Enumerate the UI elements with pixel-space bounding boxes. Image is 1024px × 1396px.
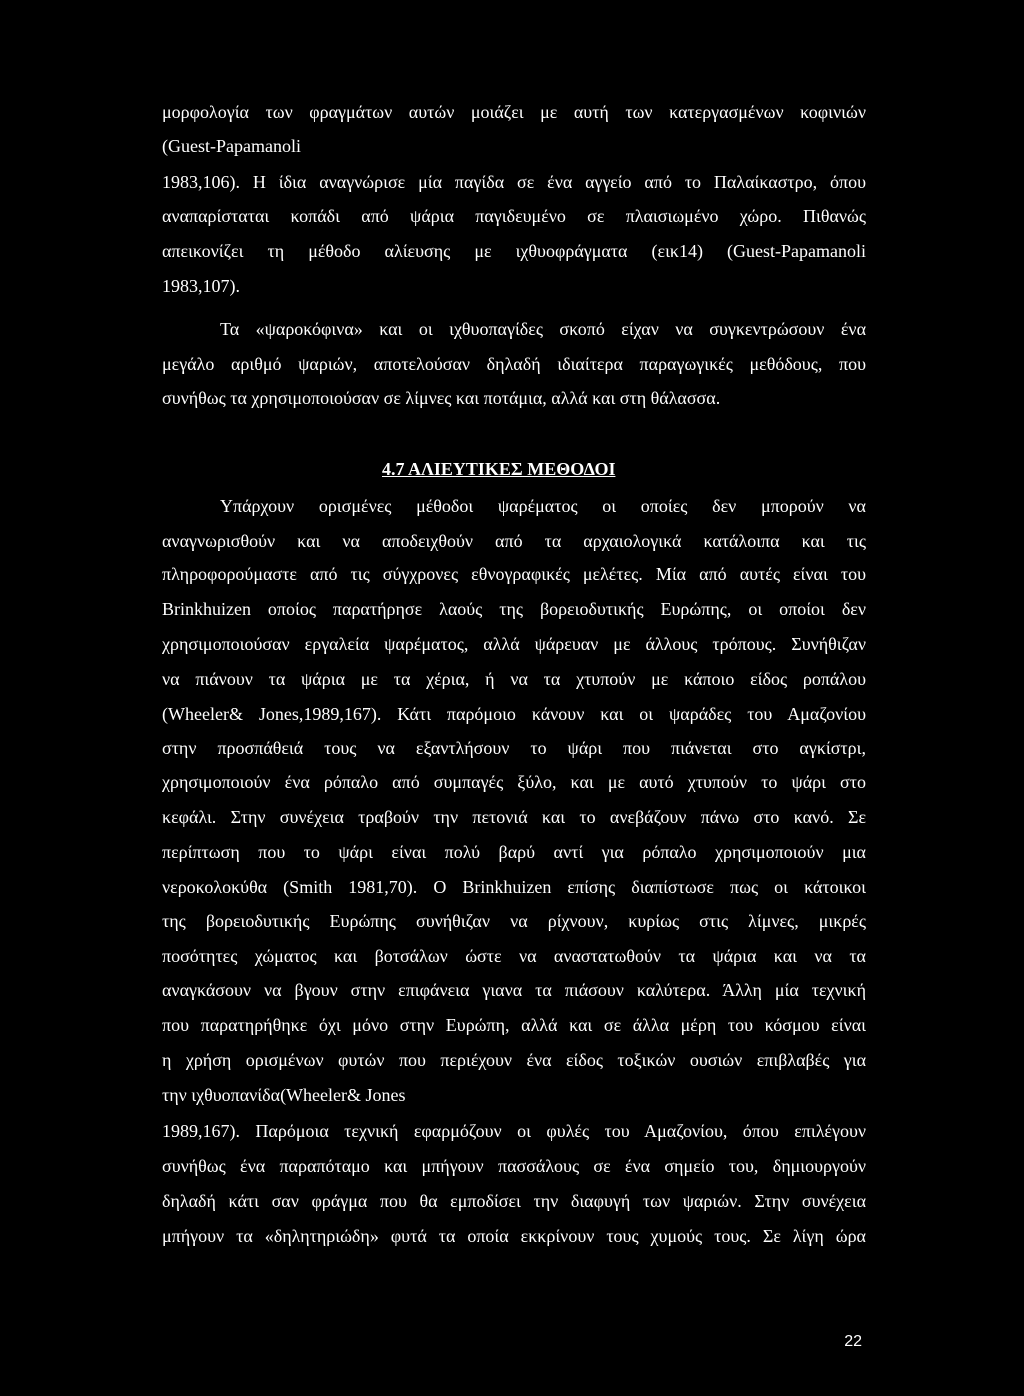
text-line: της βορειοδυτικής Ευρώπης συνήθιζαν να ρίχνουν, κυρίως στις λίμνες, μικρές <box>162 911 866 931</box>
text-line: την ιχθυοπανίδα(Wheeler& Jones <box>162 1085 406 1105</box>
text-line: 1989,167). Παρόμοια τεχνική εφαρμόζουν οι φυλές του Αμαζονίου, όπου επιλέγουν <box>162 1121 866 1141</box>
text-line: κεφάλι. Στην συνέχεια τραβούν την πετονιά και το ανεβάζουν πάνω στο κανό. Σε <box>162 807 866 827</box>
text-line: 1983,106). Η ίδια αναγνώρισε μία παγίδα σε ένα αγγείο από το Παλαίκαστρο, όπου <box>162 172 866 192</box>
text-line: 1983,107). <box>162 276 240 296</box>
text-line: αναγνωρισθούν και να αποδειχθούν από τα αρχαιολογικά κατάλοιπα και τις <box>162 531 866 551</box>
text-line: συνήθως τα χρησιμοποιούσαν σε λίμνες και ποτάμια, αλλά και στη θάλασσα. <box>162 388 721 408</box>
text-line: στην προσπάθειά τους να εξαντλήσουν το ψάρι που πιάνεται στο αγκίστρι, <box>162 738 866 758</box>
text-line: αναγκάσουν να βγουν στην επιφάνεια γιανα τα πιάσουν καλύτερα. Άλλη μία τεχνική <box>162 980 866 1000</box>
text-line: περίπτωση που το ψάρι είναι πολύ βαρύ αντί για ρόπαλο χρησιμοποιούν μια <box>162 842 866 862</box>
text-line: απεικονίζει τη μέθοδο αλίευσης με ιχθυοφράγματα (εικ14) (Guest-Papamanoli <box>162 241 866 261</box>
text-line: (Wheeler& Jones,1989,167). Κάτι παρόμοιο κάνουν και οι ψαράδες του Αμαζονίου <box>162 704 866 724</box>
text-line: Brinkhuizen οποίος παρατήρησε λαούς της βορειοδυτικής Ευρώπης, οι οποίοι δεν <box>162 599 866 619</box>
text-line: δηλαδή κάτι σαν φράγμα που θα εμποδίσει την διαφυγή των ψαριών. Στην συνέχεια <box>162 1191 866 1211</box>
text-line: μπήγουν τα «δηλητηριώδη» φυτά τα οποία εκκρίνουν τους χυμούς τους. Σε λίγη ώρα <box>162 1226 866 1246</box>
text-line: αναπαρίσταται κοπάδι από ψάρια παγιδευμένο σε πλαισιωμένο χώρο. Πιθανώς <box>162 206 866 226</box>
text-line: που παρατηρήθηκε όχι μόνο στην Ευρώπη, αλλά και σε άλλα μέρη του κόσμου είναι <box>162 1015 866 1035</box>
text-line: (Guest-Papamanoli <box>162 136 301 156</box>
text-line: μορφολογία των φραγμάτων αυτών μοιάζει με αυτή των κατεργασμένων κοφινιών <box>162 102 866 122</box>
text-line: ποσότητες χώματος και βοτσάλων ώστε να αναστατωθούν τα ψάρια και να τα <box>162 946 866 966</box>
text-line: συνήθως ένα παραπόταμο και μπήγουν πασσάλους σε ένα σημείο του, δημιουργούν <box>162 1156 866 1176</box>
text-line: η χρήση ορισμένων φυτών που περιέχουν ένα είδος τοξικών ουσιών επιβλαβές για <box>162 1050 866 1070</box>
section-heading: 4.7 ΑΛΙΕΥΤΙΚΕΣ ΜΕΘΟΔΟΙ <box>382 459 616 479</box>
page-number: 22 <box>844 1333 862 1350</box>
text-line: πληροφορούμαστε από τις σύγχρονες εθνογραφικές μελέτες. Μία από αυτές είναι του <box>162 564 866 584</box>
text-line: Τα «ψαροκόφινα» και οι ιχθυοπαγίδες σκοπό είχαν να συγκεντρώσουν ένα <box>220 319 866 339</box>
text-line: μεγάλο αριθμό ψαριών, αποτελούσαν δηλαδή ιδιαίτερα παραγωγικές μεθόδους, που <box>162 354 866 374</box>
text-line: νεροκολοκύθα (Smith 1981,70). Ο Brinkhuizen επίσης διαπίστωσε πως οι κάτοικοι <box>162 877 866 897</box>
text-line: χρησιμοποιούσαν εργαλεία ψαρέματος, αλλά ψάρευαν με άλλους τρόπους. Συνήθιζαν <box>162 634 866 654</box>
text-line: να πιάνουν τα ψάρια με τα χέρια, ή να τα χτυπούν με κάποιο είδος ροπάλου <box>162 669 866 689</box>
text-line: χρησιμοποιούν ένα ρόπαλο από συμπαγές ξύλο, και με αυτό χτυπούν το ψάρι στο <box>162 772 866 792</box>
text-line: Υπάρχουν ορισμένες μέθοδοι ψαρέματος οι οποίες δεν μπορούν να <box>220 496 866 516</box>
